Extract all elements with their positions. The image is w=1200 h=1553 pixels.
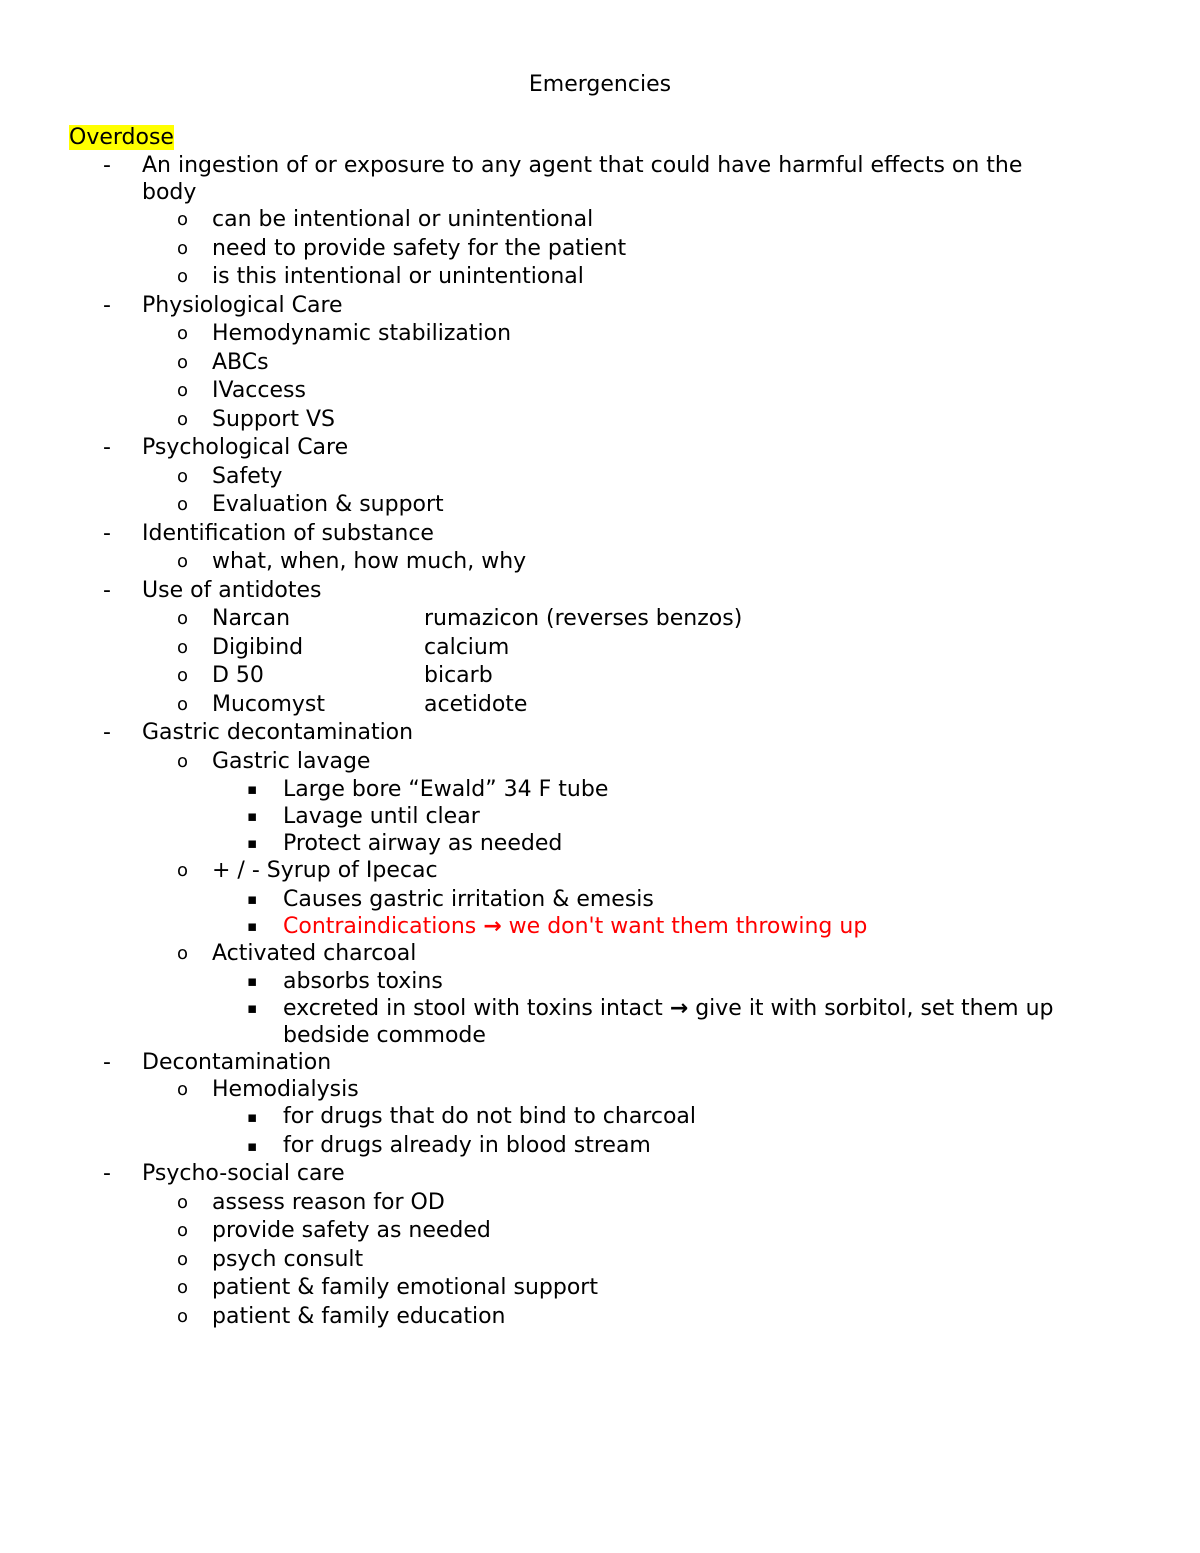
document-title: Emergencies xyxy=(528,72,672,97)
circle-bullet: o xyxy=(177,1220,189,1241)
list-item: o Gastric lavage xyxy=(0,748,1200,777)
list-item-continuation: bedside commode xyxy=(283,1023,486,1048)
circle-bullet: o xyxy=(177,351,189,373)
antidote-row: o Digibind calcium xyxy=(0,634,1200,663)
list-item: - Psychological Care xyxy=(0,434,1200,463)
outline-list xyxy=(0,152,1200,1331)
circle-bullet: o xyxy=(177,237,189,259)
circle-bullet: o xyxy=(177,1191,189,1213)
list-item: o psych consult xyxy=(0,1246,1200,1275)
circle-bullet: o xyxy=(177,1079,189,1100)
circle-bullet: o xyxy=(177,551,189,572)
contraindication-note: Contraindications → we don't want them throwing up xyxy=(283,913,868,939)
circle-bullet: o xyxy=(177,608,189,629)
antidote-row: o Narcan rumazicon (reverses benzos) xyxy=(0,605,1200,634)
list-item: ▪ Large bore “Ewald” 34 F tube xyxy=(247,777,609,802)
list-item: o what, when, how much, why xyxy=(0,548,1200,577)
circle-bullet: o xyxy=(177,408,189,430)
circle-bullet: o xyxy=(177,665,189,686)
circle-bullet: o xyxy=(177,1248,189,1270)
square-bullet: ▪ xyxy=(247,807,258,825)
dash-bullet: - xyxy=(103,1161,111,1186)
list-item: - Identification of substance xyxy=(0,520,1200,549)
list-item: o is this intentional or unintentional xyxy=(0,263,1200,292)
list-item: - Physiological Care xyxy=(0,292,1200,321)
highlighted-heading-text: Overdose xyxy=(69,125,174,150)
square-bullet: ▪ xyxy=(247,834,258,852)
circle-bullet: o xyxy=(177,494,189,515)
square-bullet: ▪ xyxy=(247,780,258,798)
dash-bullet: - xyxy=(103,435,111,460)
list-item: o patient & family education xyxy=(0,1303,1200,1332)
list-item: o Support VS xyxy=(0,406,1200,435)
list-item: o can be intentional or unintentional xyxy=(0,206,1200,235)
list-item: - Decontamination xyxy=(103,1050,332,1075)
list-item: o + / - Syrup of Ipecac xyxy=(0,857,1200,886)
circle-bullet: o xyxy=(177,860,189,881)
list-item: - Psycho-social care xyxy=(0,1160,1200,1189)
circle-bullet: o xyxy=(177,380,189,401)
circle-bullet: o xyxy=(177,465,189,487)
dash-bullet: - xyxy=(103,153,111,178)
square-bullet: ▪ xyxy=(247,1108,258,1126)
circle-bullet: o xyxy=(177,636,189,658)
circle-bullet: o xyxy=(177,323,189,344)
dash-bullet: - xyxy=(103,520,111,546)
right-arrow-icon: → xyxy=(483,913,502,939)
list-item: ▪ for drugs already in blood stream xyxy=(0,1132,1200,1161)
list-item: ▪ Protect airway as needed xyxy=(247,831,563,856)
list-item: o Activated charcoal xyxy=(0,940,1200,969)
list-item: o ABCs xyxy=(0,349,1200,378)
circle-bullet: o xyxy=(177,942,189,964)
list-item: o Hemodialysis xyxy=(177,1077,359,1102)
circle-bullet: o xyxy=(177,693,189,715)
square-bullet: ▪ xyxy=(247,1136,258,1155)
list-item: ▪ excreted in stool with toxins intact → give it with sorbitol, set them up xyxy=(247,996,1054,1021)
dash-bullet: - xyxy=(103,292,111,318)
list-item: o Safety xyxy=(0,463,1200,492)
right-arrow-icon: → xyxy=(669,996,689,1021)
list-item: ▪ Causes gastric irritation & emesis xyxy=(247,886,654,912)
circle-bullet: o xyxy=(177,1305,189,1327)
list-item xyxy=(0,913,1200,940)
list-item-continuation: body xyxy=(142,180,197,205)
antidote-row: o D 50 bicarb xyxy=(0,662,1200,691)
square-bullet: ▪ xyxy=(247,999,258,1017)
list-item: o need to provide safety for the patient xyxy=(0,235,1200,264)
antidote-row: o Mucomyst acetidote xyxy=(0,691,1200,720)
circle-bullet: o xyxy=(177,750,189,772)
list-item: o Hemodynamic stabilization xyxy=(0,320,1200,349)
list-item: - An ingestion of or exposure to any agent that could have harmful effects on the xyxy=(103,153,1023,178)
circle-bullet: o xyxy=(177,266,189,287)
list-item: o assess reason for OD xyxy=(0,1189,1200,1218)
list-item: - Use of antidotes xyxy=(0,577,1200,606)
list-item: - Gastric decontamination xyxy=(0,719,1200,748)
list-item: ▪ Lavage until clear xyxy=(247,804,480,829)
list-item: o patient & family emotional support xyxy=(0,1274,1200,1303)
list-item: ▪ for drugs that do not bind to charcoal xyxy=(0,1103,1200,1132)
square-bullet: ▪ xyxy=(247,972,258,990)
section-heading xyxy=(69,124,174,152)
list-item: ▪ absorbs toxins xyxy=(247,969,443,994)
list-item: o Evaluation & support xyxy=(0,491,1200,520)
dash-bullet: - xyxy=(103,720,111,745)
list-item: o IVaccess xyxy=(0,377,1200,406)
circle-bullet: o xyxy=(177,1277,189,1298)
square-bullet: ▪ xyxy=(247,916,258,935)
list-item: o provide safety as needed xyxy=(0,1217,1200,1246)
square-bullet: ▪ xyxy=(247,889,258,908)
dash-bullet: - xyxy=(103,1050,111,1075)
dash-bullet: - xyxy=(103,577,111,603)
circle-bullet: o xyxy=(177,209,189,230)
